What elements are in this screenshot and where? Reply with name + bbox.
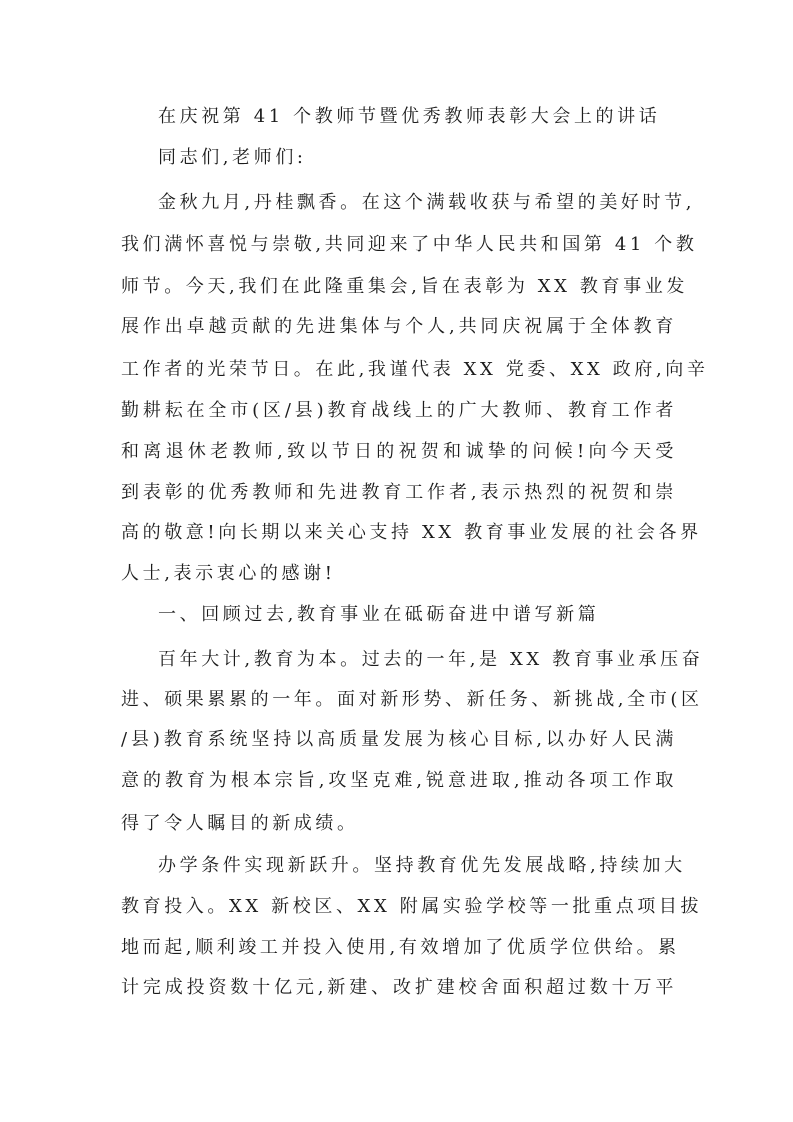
paragraph-line: 金秋九月,丹桂飘香。在这个满载收获与希望的美好时节, <box>158 192 696 213</box>
paragraph-line: 师节。今天,我们在此隆重集会,旨在表彰为 XX 教育事业发 <box>121 276 688 297</box>
paragraph-line: 我们满怀喜悦与崇敬,共同迎来了中华人民共和国第 41 个教 <box>121 234 698 255</box>
paragraph-line: 得了令人瞩目的新成绩。 <box>121 813 359 834</box>
paragraph-line: 计完成投资数十亿元,新建、改扩建校舍面积超过数十万平 <box>121 977 677 998</box>
paragraph-line: 进、硕果累累的一年。面对新形势、新任务、新挑战,全市(区 <box>121 689 703 710</box>
paragraph-line: 工作者的光荣节日。在此,我谨代表 XX 党委、XX 政府,向辛 <box>121 359 709 380</box>
paragraph-line: 展作出卓越贡献的先进集体与个人,共同庆祝属于全体教育 <box>121 316 677 337</box>
paragraph-line: 和离退休老教师,致以节日的祝贺和诚挚的问候!向今天受 <box>121 441 677 462</box>
paragraph-line: 人士,表示衷心的感谢! <box>121 563 336 584</box>
paragraph-line: 勤耕耘在全市(区/县)教育战线上的广大教师、教育工作者 <box>121 400 677 421</box>
section-heading: 一、回顾过去,教育事业在砥砺奋进中谱写新篇 <box>158 604 600 625</box>
paragraph-line: 高的敬意!向长期以来关心支持 XX 教育事业发展的社会各界 <box>121 522 702 543</box>
paragraph-line: 地而起,顺利竣工并投入使用,有效增加了优质学位供给。累 <box>121 937 680 958</box>
paragraph-line: 意的教育为根本宗旨,攻坚克难,锐意进取,推动各项工作取 <box>121 770 677 791</box>
paragraph-line: /县)教育系统坚持以高质量发展为核心目标,以办好人民满 <box>121 729 677 750</box>
document-title: 在庆祝第 41 个教师节暨优秀教师表彰大会上的讲话 <box>158 106 661 127</box>
paragraph-line: 办学条件实现新跃升。坚持教育优先发展战略,持续加大 <box>158 855 686 876</box>
paragraph-line: 教育投入。XX 新校区、XX 附属实验学校等一批重点项目拔 <box>121 896 703 917</box>
greeting: 同志们,老师们: <box>158 147 307 168</box>
paragraph-line: 百年大计,教育为本。过去的一年,是 XX 教育事业承压奋 <box>158 649 704 670</box>
paragraph-line: 到表彰的优秀教师和先进教育工作者,表示热烈的祝贺和崇 <box>121 482 677 503</box>
